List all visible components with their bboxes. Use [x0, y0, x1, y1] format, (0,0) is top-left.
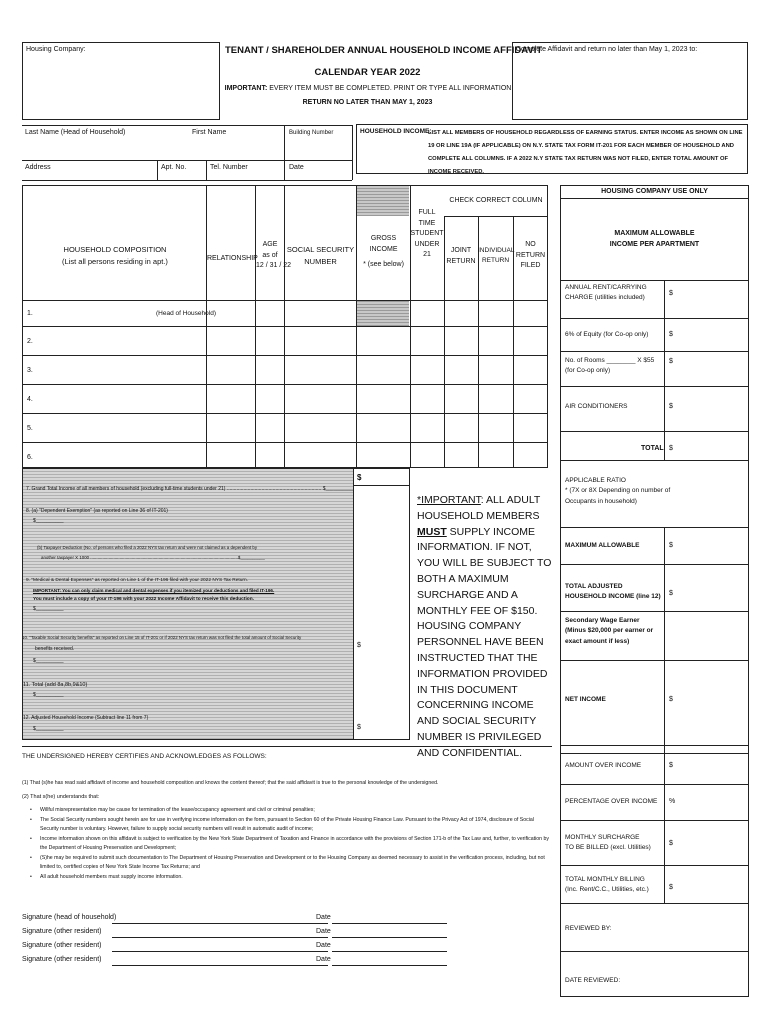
annual-rent-amount[interactable]: $: [669, 290, 673, 297]
return-deadline: RETURN NO LATER THAN MAY 1, 2023: [302, 99, 433, 106]
certification-p1: (1) That (s)he has read said affidavit of income and household composition and knows the content thereof; that the said affidavit is true to the personal knowledge of the undersigned.: [22, 780, 439, 786]
line-9-important: IMPORTANT: You can only claim medical and dental expenses if you itemized your deductions and filed IT-196.: [33, 588, 275, 593]
row-4-number: 4.: [27, 396, 33, 403]
last-name-field[interactable]: Last Name (Head of Household): [25, 129, 126, 136]
signature-row[interactable]: Signature (other resident) Date: [22, 956, 452, 967]
check-correct-column: CHECK CORRECT COLUMN: [449, 197, 543, 204]
applicable-ratio-label: APPLICABLE RATIO * (7X or 8X Depending on number of Occupants in household): [565, 477, 671, 505]
line-9-note: You must include a copy of your IT-196 with your 2022 Income Affidavit to receive this deduction.: [33, 597, 254, 602]
certification-p2: (2) That s(he) understands that:: [22, 794, 100, 800]
monthly-surcharge-amount[interactable]: $: [669, 840, 673, 847]
line-11: 11. Total (add 8a,8b,9&10): [23, 682, 88, 688]
rooms-amount[interactable]: $: [669, 358, 673, 365]
line-8b: (b) Taxpayer Deduction (No. of persons who filed a 2022 NYS tax return and were not claimed as a dependent by: [37, 545, 258, 550]
col-ssn: SOCIAL SECURITY NUMBER: [286, 245, 355, 266]
col-no-return: NO RETURN FILED: [515, 241, 546, 269]
important-label: IMPORTANT:: [224, 85, 268, 92]
line-9: 9. "Medical & Dental Expenses" as reported on Line 1 of the IT-196 filed with your 2022 NYS Tax Return.: [26, 578, 248, 583]
equity-label: 6% of Equity (for Co-op only): [565, 331, 649, 338]
col-fulltime-student: FULL TIME STUDENT UNDER 21: [410, 209, 444, 258]
line-10: 10. "Taxable Social Security benefits" as reported on Line 15 of IT-201 or if 2022 NYS tax return was not filed the total amount of Social Security: [22, 635, 302, 640]
certification-heading: THE UNDERSIGNED HEREBY CERTIFIES AND ACKNOWLEDGES AS FOLLOWS:: [22, 753, 267, 760]
maximum-allowable-amount[interactable]: $: [669, 542, 673, 549]
signature-row[interactable]: Signature (head of household) Date: [22, 914, 452, 925]
row-1-note: (Head of Household): [156, 310, 216, 317]
sidebar-title: HOUSING COMPANY USE ONLY: [601, 188, 708, 195]
address-field[interactable]: Address: [25, 164, 51, 171]
line-11-amount[interactable]: $__________: [33, 692, 64, 698]
bullet-item: • Income information shown on this affidavit is subject to verification by the New York State Department of Taxation and Finance in accordance with the provisions of Section 171-b of the Tax Law and, further, to verification by the Department of Housing Preservation and Development;: [30, 835, 549, 851]
amount-over-income-label: AMOUNT OVER INCOME: [565, 762, 642, 769]
line-12-amount[interactable]: $__________: [33, 726, 64, 732]
row-6-number: 6.: [27, 454, 33, 461]
row-5-number: 5.: [27, 425, 33, 432]
row-3-number: 3.: [27, 367, 33, 374]
form-year: CALENDAR YEAR 2022: [314, 67, 421, 78]
bullet-item: • All adult household members must supply income information.: [30, 873, 183, 880]
bullet-item: • Willful misrepresentation may be cause for termination of the lease/occupancy agreement and civil or criminal penalties;: [30, 807, 315, 813]
reviewed-by-label: REVIEWED BY:: [565, 925, 612, 932]
household-income-text: LIST ALL MEMBERS OF HOUSEHOLD REGARDLESS OF EARNING STATUS. ENTER INCOME AS SHOWN ON LINE 19 OR LINE 19A (IF APPLICABLE) ON N.Y. STATE TAX FORM IT-201 FOR EACH MEMBER OF HOUSEHOLD AND COMPLETE ALL COLUMNS. IF A 2022 N.Y STATE TAX RETURN WAS NOT FILED, ENTER TOTAL AMOUNT OF INCOME RECEIVED.: [428, 130, 743, 175]
total-amount[interactable]: $: [669, 445, 673, 452]
bullet-item: • The Social Security numbers sought herein are for use in verifying income information on the form, pursuant to Section 60 of the Private Housing Finance Law. Pursuant to the Privacy Act of 1974, disclosure of Social Security number is voluntary. However, failure to supply social security numbers will result in automatic audit of income;: [30, 816, 534, 832]
amount-over-income-value[interactable]: $: [669, 762, 673, 769]
percentage-over-income-value[interactable]: %: [669, 798, 676, 805]
line-10-amount[interactable]: $__________: [33, 658, 64, 664]
annual-rent-label: ANNUAL RENT/CARRYING CHARGE (utilities included): [565, 284, 647, 302]
shaded-header-cell: [357, 186, 409, 216]
certification-bullets: [30, 806, 550, 882]
rooms-label: No. of Rooms ________ X $55 (for Co-op only): [565, 357, 655, 375]
secondary-wage-earner-label: Secondary Wage Earner (Minus $20,000 per earner or exact amount if less): [565, 617, 654, 645]
percentage-over-income-label: PERCENTAGE OVER INCOME: [565, 798, 658, 805]
line-7: 7. Grand Total Income of all members of household (excluding full-time students under 21) .................................................................... $__________: [26, 486, 354, 492]
monthly-surcharge-label: MONTHLY SURCHARGE TO BE BILLED (excl. Utilities): [565, 834, 651, 852]
complete-by-text: Complete Affidavit and return no later than May 1, 2023 to:: [516, 46, 698, 53]
net-income-amount[interactable]: $: [669, 696, 673, 703]
bullet-item: • (S)he may be required to submit such documentation to The Department of Housing Preservation and Development or to the Housing Company as deemed necessary to assist in the verification process, including, but not limited to, certified copies of New York State Income Tax Returns; and: [30, 854, 545, 870]
col-gross-income: GROSS INCOME * (see below): [363, 235, 404, 268]
signature-row[interactable]: Signature (other resident) Date: [22, 942, 452, 953]
important-text: EVERY ITEM MUST BE COMPLETED. PRINT OR TYPE ALL INFORMATION: [267, 85, 512, 92]
maximum-allowable-label: MAXIMUM ALLOWABLE: [565, 542, 640, 549]
line-7-dollar: $: [357, 473, 362, 482]
row-1-number: 1.: [27, 310, 33, 317]
air-conditioners-amount[interactable]: $: [669, 403, 673, 410]
line-10-benefits: benefits received.: [35, 646, 75, 652]
line-10-dollar: $: [357, 642, 361, 649]
line-8a: 8. (a) "Dependent Exemption" (as reported on Line 36 of IT-201): [26, 508, 168, 514]
important-instructions: [218, 85, 518, 93]
shaded-row-cell: [357, 301, 409, 326]
tel-number-field[interactable]: Tel. Number: [210, 164, 248, 171]
date-field[interactable]: Date: [289, 164, 304, 171]
line-12-dollar: $: [357, 724, 361, 731]
max-allowable-heading: MAXIMUM ALLOWABLE INCOME PER APARTMENT: [609, 230, 700, 249]
total-monthly-billing-label: TOTAL MONTHLY BILLING (Inc. Rent/C.C., Utilities, etc.): [565, 876, 649, 894]
col-age: AGE as of 12 / 31 / 22: [256, 241, 292, 269]
household-income-label: HOUSEHOLD INCOME:: [360, 128, 432, 135]
col-individual-return: INDIVIDUAL RETURN: [478, 247, 515, 265]
col-joint-return: JOINT RETURN: [446, 247, 476, 265]
net-income-label: NET INCOME: [565, 696, 606, 703]
building-number-field[interactable]: Building Number: [289, 130, 334, 136]
total-label: TOTAL: [641, 445, 664, 452]
housing-company-label: Housing Company:: [26, 46, 86, 53]
line-9-amount[interactable]: $__________: [33, 606, 64, 612]
total-monthly-billing-amount[interactable]: $: [669, 884, 673, 891]
air-conditioners-label: AIR CONDITIONERS: [565, 403, 628, 410]
important-notice: *IMPORTANT: ALL ADULT HOUSEHOLD MEMBERS MUST SUPPLY INCOME INFORMATION. IF NOT, YOU WILL BE SUBJECT TO BOTH A MAXIMUM SURCHARGE AND A MONTHLY FEE OF $150. HOUSING COMPANY PERSONNEL HAVE BEEN INSTRUCTED THAT THE INFORMATION PROVIDED IN THIS DOCUMENT CONCERNING INCOME AND SOCIAL SECURITY NUMBER IS PRIVILEGED AND CONFIDENTIAL.: [417, 494, 552, 759]
apt-no-field[interactable]: Apt. No.: [161, 164, 187, 171]
first-name-field[interactable]: First Name: [192, 129, 227, 136]
col-household-composition: HOUSEHOLD COMPOSITION (List all persons residing in apt.): [62, 245, 168, 266]
equity-amount[interactable]: $: [669, 331, 673, 338]
total-adjusted-label: TOTAL ADJUSTED HOUSEHOLD INCOME (line 12): [565, 583, 661, 601]
line-8a-amount[interactable]: $__________: [33, 518, 64, 524]
col-relationship: RELATIONSHIP: [207, 255, 258, 262]
line-12: 12. Adjusted Household Income (Subtract line 11 from 7): [23, 715, 149, 721]
total-adjusted-amount[interactable]: $: [669, 590, 673, 597]
form-title: TENANT / SHAREHOLDER ANNUAL HOUSEHOLD INCOME AFFIDAVIT: [225, 45, 543, 56]
signature-row[interactable]: Signature (other resident) Date: [22, 928, 452, 939]
date-reviewed-label: DATE REVIEWED:: [565, 977, 621, 984]
row-2-number: 2.: [27, 338, 33, 345]
line-8b-amount[interactable]: another taxpayer X 1000 .........................................................................................................................$__________: [41, 555, 265, 560]
